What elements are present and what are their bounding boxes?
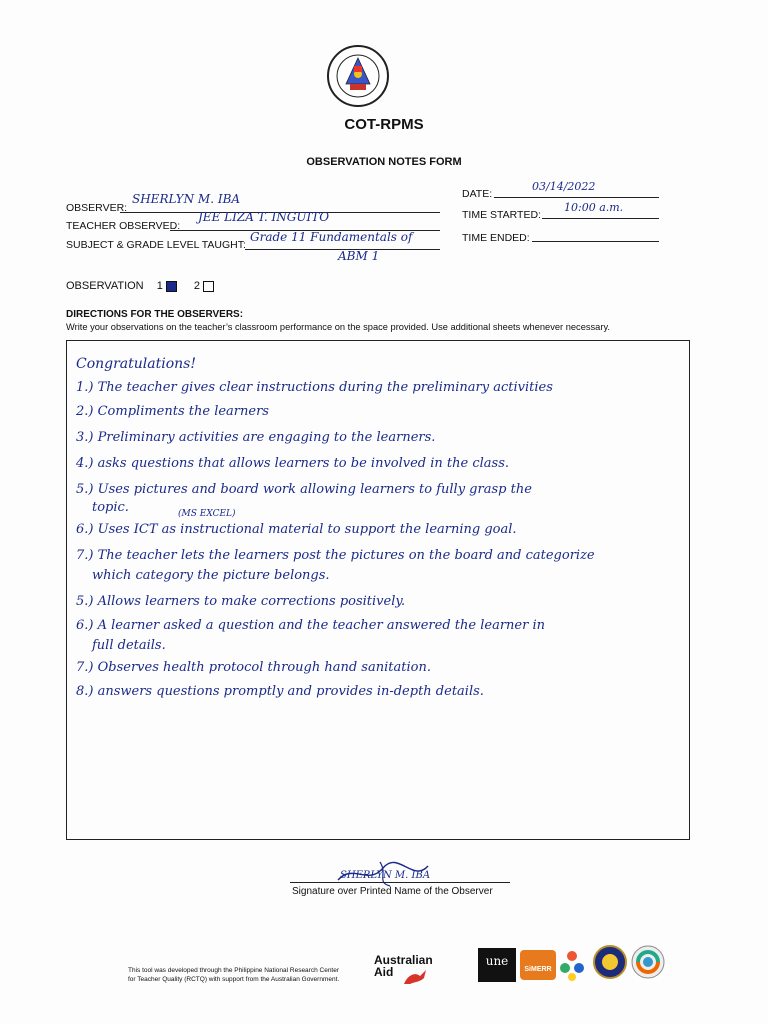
deped-seal-logo	[326, 44, 390, 108]
time-ended-line	[532, 241, 659, 242]
note-line: 6.) Uses ICT as instructional material to support the learning goal.	[76, 522, 517, 537]
aid-logo-line1: Australian	[374, 953, 433, 967]
note-line: 5.) Uses pictures and board work allowing learners to fully grasp the	[76, 482, 532, 497]
time-started-line	[542, 218, 659, 219]
form-code: COT-RPMS	[344, 116, 424, 133]
note-line: 4.) asks questions that allows learners to be involved in the class.	[76, 456, 510, 471]
signature-caption: Signature over Printed Name of the Observer	[292, 886, 493, 897]
teacher-value: JEE LIZA T. INGUITO	[198, 210, 330, 224]
note-line: 1.) The teacher gives clear instructions during the preliminary activities	[76, 380, 553, 395]
option1-checkbox[interactable]	[166, 281, 177, 292]
teacher-label: TEACHER OBSERVED:	[66, 220, 181, 232]
note-line: which category the picture belongs.	[92, 568, 330, 583]
note-line: 8.) answers questions promptly and provides in-depth details.	[76, 684, 484, 699]
subject-value-2: ABM 1	[338, 249, 380, 263]
note-line: 5.) Allows learners to make corrections positively.	[76, 594, 406, 609]
kangaroo-icon	[400, 966, 430, 986]
colorful-logo	[558, 948, 586, 982]
footer-text: This tool was developed through the Philippine National Research Center for Teacher Quality (RCTQ) with support from the Australian Government.	[128, 967, 340, 983]
seal-logo-2	[630, 944, 666, 980]
notes-greeting: Congratulations!	[76, 356, 196, 372]
observer-value: SHERLYN M. IBA	[132, 192, 241, 206]
note-line: 6.) A learner asked a question and the teacher answered the learner in	[76, 618, 545, 633]
une-logo: une	[478, 948, 516, 982]
option2-checkbox[interactable]	[203, 281, 214, 292]
note-line: full details.	[92, 638, 166, 653]
date-label: DATE:	[462, 188, 493, 200]
signature-name: SHERLYN M. IBA	[340, 870, 431, 881]
option2-label: 2	[193, 280, 201, 292]
date-line	[494, 197, 659, 198]
note-line: 7.) Observes health protocol through hand sanitation.	[76, 660, 431, 675]
directions-heading: DIRECTIONS FOR THE OBSERVERS:	[66, 309, 244, 320]
time-started-value: 10:00 a.m.	[564, 201, 624, 214]
observer-label: OBSERVER:	[66, 202, 128, 214]
note-line: 2.) Compliments the learners	[76, 404, 269, 419]
observation-label	[66, 280, 214, 292]
date-value: 03/14/2022	[532, 180, 596, 193]
signature-line	[290, 882, 510, 883]
note-insert: (MS EXCEL)	[178, 509, 236, 519]
time-ended-label: TIME ENDED:	[462, 232, 530, 244]
subject-label: SUBJECT & GRADE LEVEL TAUGHT:	[66, 239, 246, 251]
directions-text: Write your observations on the teacher’s classroom performance on the space provided. Use additional sheets whenever necessary.	[66, 322, 610, 332]
time-started-label: TIME STARTED:	[462, 209, 541, 221]
aid-logo-line2: Aid	[374, 965, 394, 979]
observation-label-text: OBSERVATION	[66, 280, 144, 292]
note-line: 3.) Preliminary activities are engaging to the learners.	[76, 430, 436, 445]
subject-value: Grade 11 Fundamentals of	[250, 230, 413, 244]
note-line: 7.) The teacher lets the learners post the pictures on the board and categorize	[76, 548, 595, 563]
option1-label: 1	[156, 280, 163, 292]
note-line: topic.	[92, 500, 129, 515]
simerr-logo: SiMERR	[520, 950, 556, 980]
seal-logo-1	[592, 944, 628, 980]
form-title: OBSERVATION NOTES FORM	[306, 156, 462, 168]
